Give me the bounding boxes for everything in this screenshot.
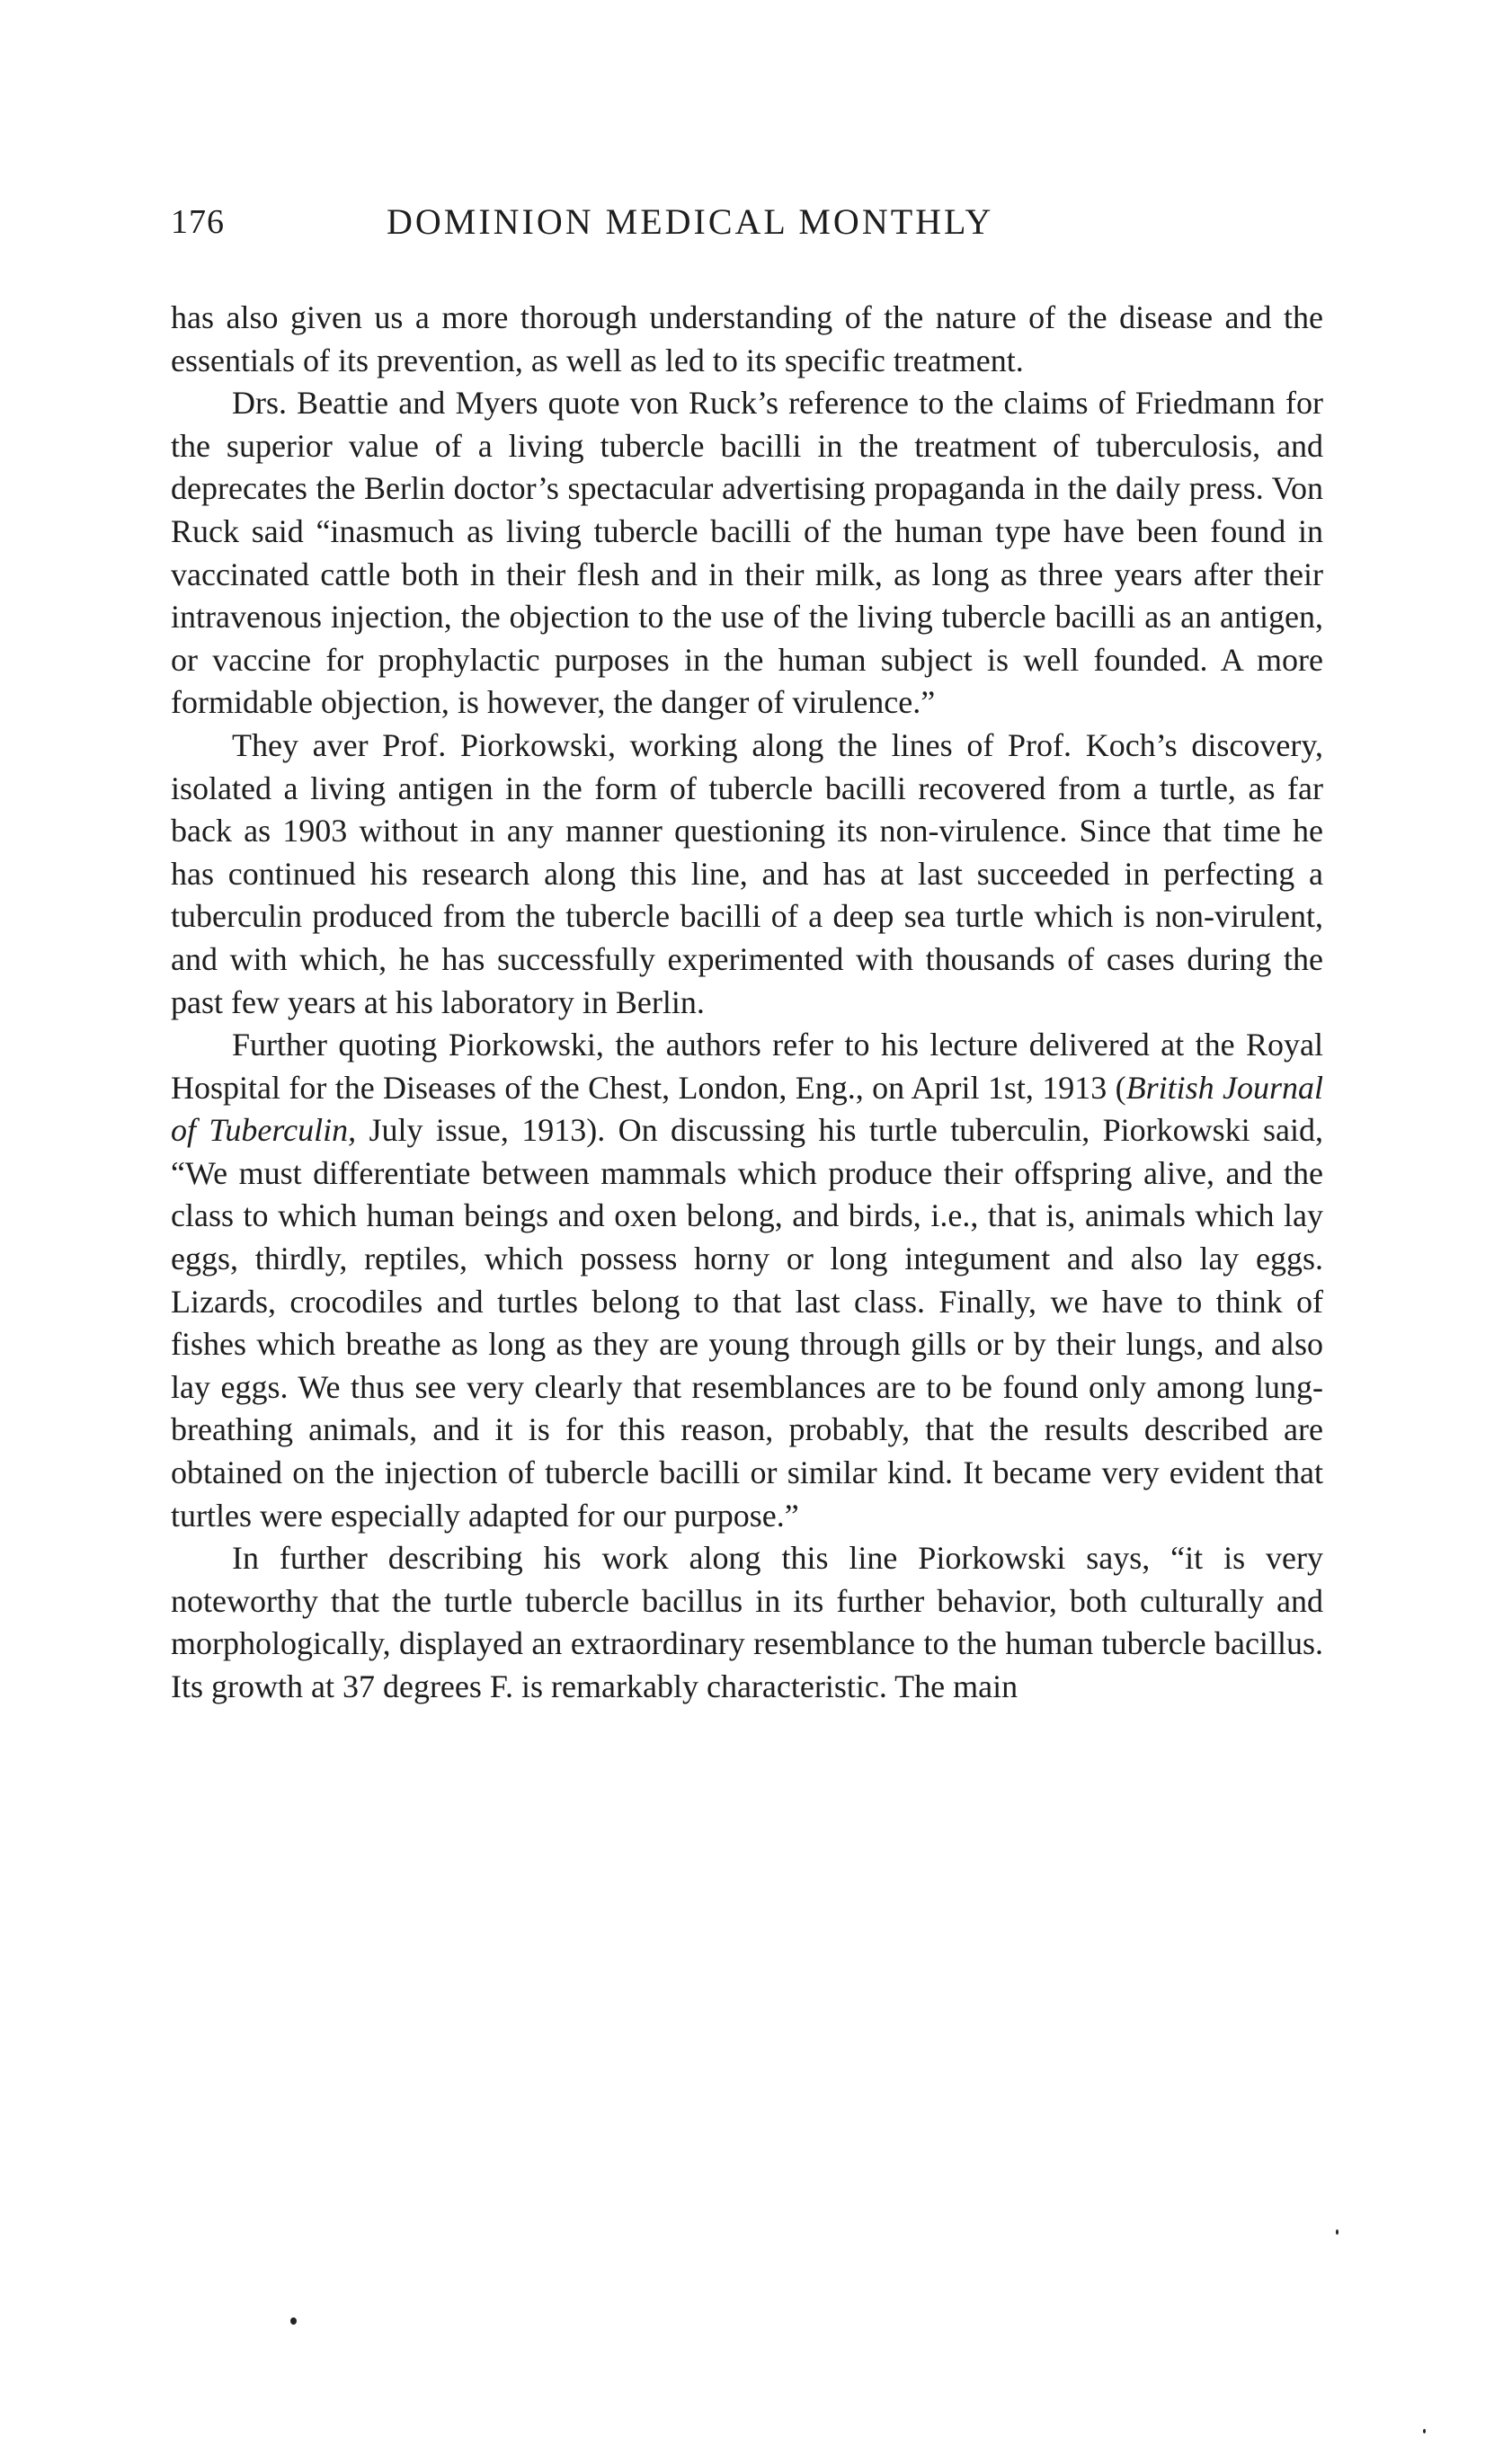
ink-speck [1423,2429,1426,2433]
running-header [171,193,1323,247]
article-body [171,297,1323,1709]
page-number: 176 [171,203,225,241]
page [171,193,1323,1709]
ink-speck [290,2317,297,2325]
journal-title: British Journal of Tuberculin, [171,1069,1323,1149]
paragraph-2: Drs. Beattie and Myers quote von Ruck’s reference to the claims of Friedmann for the superior value of a living tubercle bacilli in the treatment of tuberculosis, and deprecates the Berlin doctor’s spectacular advertising propaganda in the daily press. Von Ruck said “inasmuch as living tubercle bacilli of the human type have been found in vaccinated cattle both in their flesh and in their milk, as long as three years after their intravenous injection, the objection to the use of the living tubercle bacilli as an antigen, or vaccine for prophylactic purposes in the human subject is well founded. A more formidable objection, is however, the danger of virulence.” [171,385,1323,721]
paragraph-4 [171,1024,1323,1537]
running-title: DOMINION MEDICAL MONTHLY [387,201,994,242]
paragraph-4-text-a: Further quoting Piorkowski, the authors refer to his lecture delivered at the Royal Hospital for the Diseases of the Chest, London, Eng., on April 1st, 1913 ( [171,1027,1323,1106]
paragraph-3: They aver Prof. Piorkowski, working along the lines of Prof. Koch’s discovery, isolated a living antigen in the form of tubercle bacilli recovered from a turtle, as far back as 1903 without in any manner questioning its non-virulence. Since that time he has continued his research along this line, and has at last succeeded in perfecting a tuberculin produced from the tubercle bacilli of a deep sea turtle which is non-virulent, and with which, he has successfully experimented with thousands of cases during the past few years at his laboratory in Berlin. [171,726,1323,1020]
paragraph-5: In further describing his work along this line Piorkowski says, “it is very noteworthy that the turtle tubercle bacillus in its further behavior, both culturally and morphologically, displayed an extraordinary resemblance to the human tubercle bacillus. Its growth at 37 degrees F. is remarkably characteristic. The main [171,1540,1323,1704]
paragraph-4-text-b: July issue, 1913). On discussing his turtle tuberculin, Piorkowski said, “We must differentiate between mammals which produce their offspring alive, and the class to which human beings and oxen belong, and birds, i.e., that is, animals which lay eggs, thirdly, reptiles, which possess horny or long integument and also lay eggs. Lizards, crocodiles and turtles belong to that last class. Finally, we have to think of fishes which breathe as long as they are young through gills or by their lungs, and also lay eggs. We thus see very clearly that resemblances are to be found only among lung-breathing animals, and it is for this reason, probably, that the results described are obtained on the injection of tubercle bacilli or similar kind. It became very evident that turtles were especially adapted for our purpose.” [171,1112,1323,1534]
paragraph-1: has also given us a more thorough understanding of the nature of the disease and the essentials of its prevention, as well as led to its specific treatment. [171,299,1323,378]
ink-speck [1336,2229,1339,2235]
